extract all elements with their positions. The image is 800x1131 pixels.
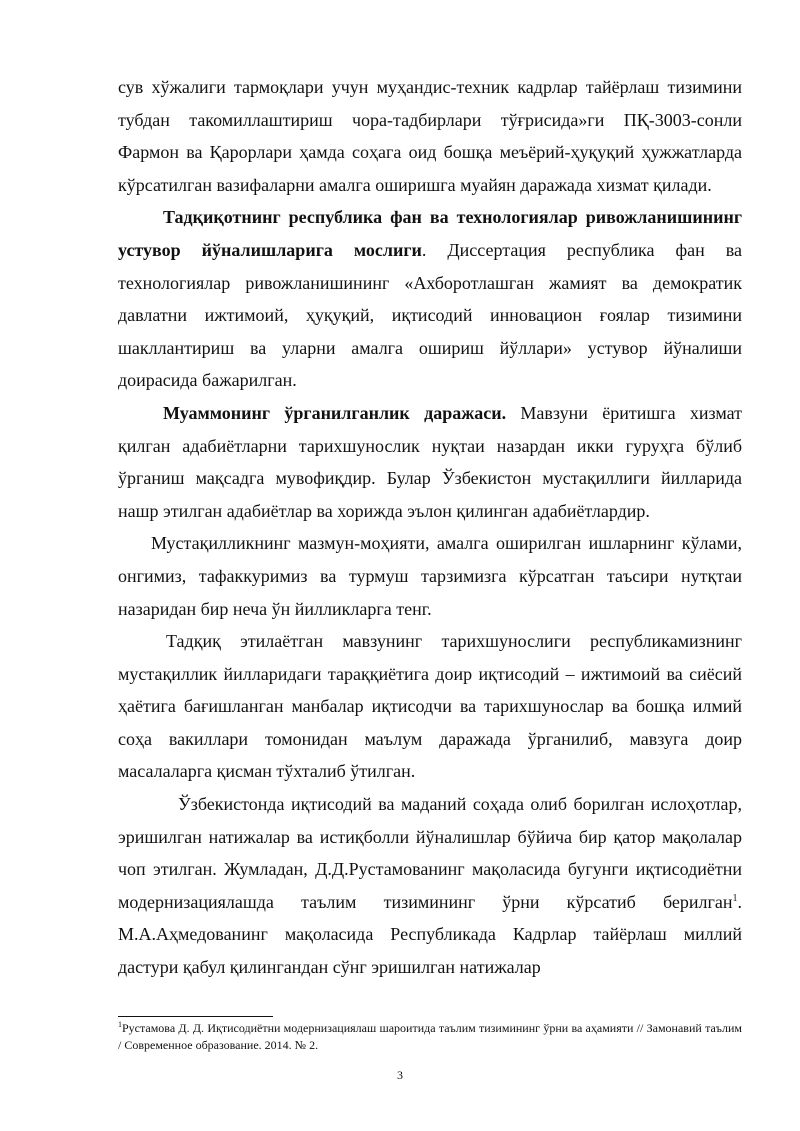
paragraph-4: Мустақилликнинг мазмун-моҳияти, амалга оширилган ишларнинг кўлами, онгимиз, тафаккуримиз ва турмуш тарзимизга кўрсатган таъсири нутқтаи назаридан бир неча ўн йилликларга тенг. xyxy=(118,533,742,619)
paragraph-3-text: Мавзуни ёритишга хизмат қилган адабиётларни тарихшунослик нуқтаи назардан икки гуруҳга бўлиб ўрганиш мақсадга мувофиқдир. Булар Ўзбекистон мустақиллиги йилларида нашр этилган адабиётлар ва хорижда эълон қилинган адабиётлардир. xyxy=(118,402,742,521)
body-text xyxy=(118,71,742,984)
paragraph-1: сув хўжалиги тармоқлари учун муҳандис-техник кадрлар тайёрлаш тизимини тубдан такомиллаштириш чора-тадбирлари тўғрисида»ги ПҚ-3003-сонли Фармон ва Қарорлари ҳамда соҳага оид бошқа меъёрий-ҳуқуқий ҳужжатларда кўрсатилган вазифаларни амалга оширишга муайян даражада хизмат қилади. xyxy=(118,77,742,195)
paragraph-2-heading: Тадқиқотнинг республика фан ва технологиялар ривожланишининг устувор йўналишларига мослиги xyxy=(118,207,742,260)
paragraph-6-text-after: . М.А.Аҳмедованинг мақоласида Республикада Кадрлар тайёрлаш миллий дастури қабул қилингандан сўнг эришилган натижалар xyxy=(118,891,742,978)
footnote-separator xyxy=(118,1016,273,1017)
footnote-mark: 1 xyxy=(118,1020,122,1029)
footnote-reference: 1 xyxy=(732,892,738,904)
paragraph-5: Тадқиқ этилаётган мавзунинг тарихшунослиги республикамизнинг мустақиллик йилларидаги тараққиётига доир иқтисодий – ижтимоий ва сиёсий ҳаётига бағишланган манбалар иқтисодчи ва тарихшунослар ва бошқа илмий соҳа вакиллари томонидан маълум даражада ўрганилиб, мавзуга доир масалаларга қисман тўхталиб ўтилган. xyxy=(118,631,742,782)
footnote-text: Рустамова Д. Д. Иқтисодиётни модернизациялаш шароитида таълим тизимининг ўрни ва аҳамияти // Замонавий таълим / Современное образование. 2014. № 2. xyxy=(118,1021,742,1052)
paragraph-6-text-before: Ўзбекистонда иқтисодий ва маданий соҳада олиб борилган ислоҳотлар, эришилган натижалар ва истиқболли йўналишлар бўйича бир қатор мақолалар чоп этилган. Жумладан, Д.Д.Рустамованинг мақоласида бугунги иқтисодиётни модернизациялашда таълим тизимининг ўрни кўрсатиб берилган xyxy=(118,794,742,912)
paragraph-2-text: . Диссертация республика фан ва технологиялар ривожланишининг «Ахборотлашган жамият ва демократик давлатни ижтимоий, ҳуқуқий, иқтисодий инновацион ғоялар тизимини шакллантириш ва уларни амалга ошириш йўллари» устувор йўналиши доирасида бажарилган. xyxy=(118,239,742,391)
paragraph-6 xyxy=(118,788,742,984)
paragraph-2 xyxy=(118,201,742,397)
page-number: 3 xyxy=(397,1068,403,1082)
footnote xyxy=(118,1020,742,1054)
paragraph-3-heading: Муаммонинг ўрганилганлик даражаси. xyxy=(163,402,507,423)
paragraph-3 xyxy=(118,397,742,527)
